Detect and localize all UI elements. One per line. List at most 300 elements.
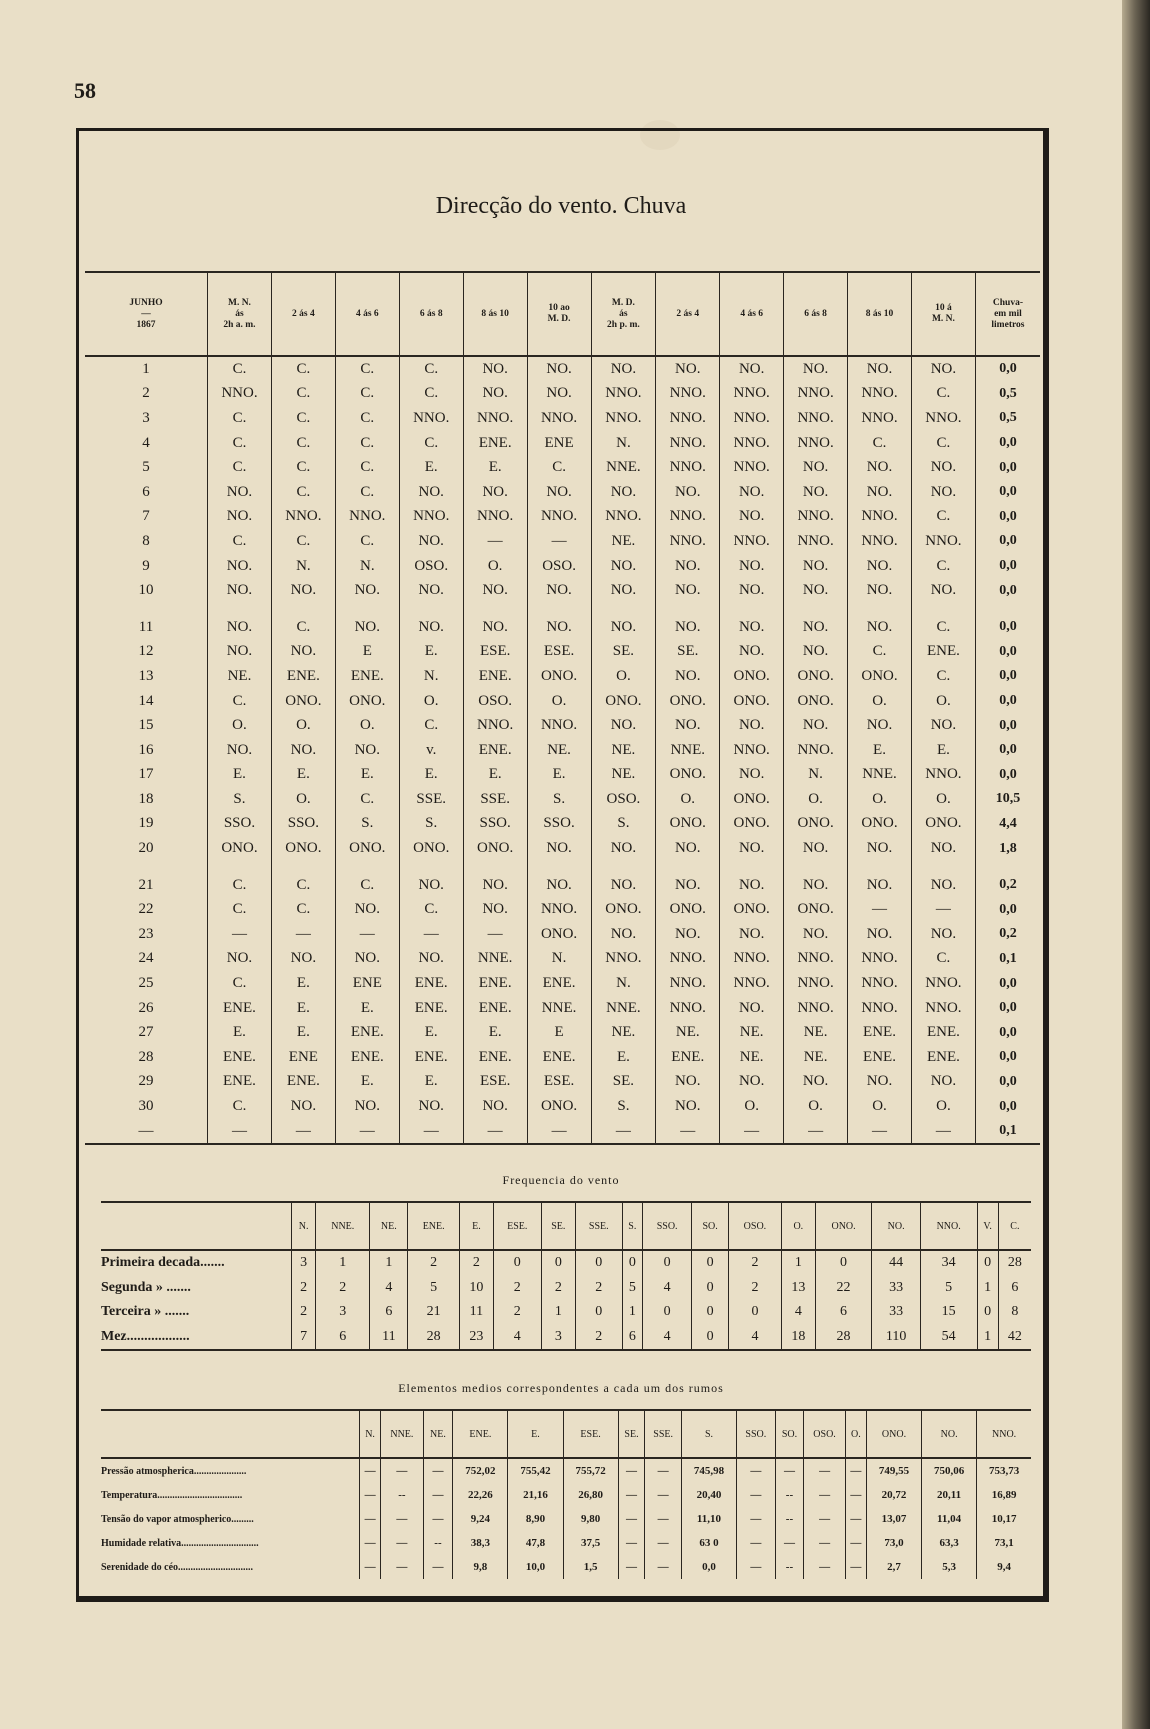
- wind-cell: NNO.: [656, 996, 720, 1021]
- wind-cell: ENE.: [335, 1020, 399, 1045]
- wind-cell: NO.: [720, 1070, 784, 1095]
- direction-header: SE.: [541, 1202, 575, 1250]
- wind-cell: —: [784, 1119, 848, 1145]
- day-cell: 16: [138, 741, 154, 758]
- wind-cell: ENE.: [911, 1020, 975, 1045]
- wind-cell: NO.: [463, 578, 527, 603]
- wind-cell: O.: [848, 689, 912, 714]
- wind-cell: NO.: [335, 603, 399, 640]
- wind-cell: ENE: [271, 1045, 335, 1070]
- means-cell: —: [381, 1531, 423, 1555]
- period-label: Terceira » .......: [101, 1304, 190, 1320]
- day-cell: 23: [138, 925, 154, 942]
- wind-cell: NO.: [399, 861, 463, 898]
- frequency-cell: 0: [541, 1250, 575, 1276]
- wind-cell: ONO.: [656, 763, 720, 788]
- means-cell: —: [360, 1555, 381, 1579]
- frequency-cell: 5: [408, 1276, 460, 1301]
- means-cell: 21,16: [508, 1483, 563, 1507]
- wind-cell: C.: [399, 713, 463, 738]
- means-row: [101, 1483, 1031, 1507]
- wind-cell: NO.: [656, 603, 720, 640]
- wind-cell: NO.: [656, 1070, 720, 1095]
- wind-cell: NNO.: [656, 947, 720, 972]
- wind-cell: C.: [911, 554, 975, 579]
- wind-cell: ENE.: [463, 738, 527, 763]
- means-cell: —: [423, 1555, 453, 1579]
- wind-cell: NO.: [784, 861, 848, 898]
- table-row: [85, 836, 1040, 861]
- wind-cell: NNO.: [399, 505, 463, 530]
- rain-cell: 0,0: [975, 897, 1040, 922]
- means-row: [101, 1555, 1031, 1579]
- table-row: [85, 1070, 1040, 1095]
- day-cell: 9: [142, 557, 150, 574]
- wind-cell: SE.: [591, 1070, 656, 1095]
- column-header-line: 2h a. m.: [223, 319, 256, 330]
- wind-cell: C.: [271, 431, 335, 456]
- wind-cell: ONO.: [720, 812, 784, 837]
- wind-cell: C.: [208, 356, 272, 382]
- wind-cell: C.: [335, 529, 399, 554]
- rain-cell: 0,0: [975, 713, 1040, 738]
- wind-cell: —: [591, 1119, 656, 1145]
- means-cell: —: [804, 1483, 845, 1507]
- frequency-cell: 4: [493, 1325, 541, 1351]
- wind-cell: —: [335, 922, 399, 947]
- wind-cell: —: [848, 897, 912, 922]
- direction-header: ENE.: [408, 1202, 460, 1250]
- wind-cell: NO.: [335, 897, 399, 922]
- wind-cell: NO.: [527, 480, 591, 505]
- table-row: [85, 787, 1040, 812]
- frequency-cell: 44: [872, 1250, 920, 1276]
- wind-cell: NNO.: [848, 996, 912, 1021]
- frequency-cell: 23: [460, 1325, 494, 1351]
- column-header: [208, 272, 272, 356]
- frequency-cell: 0: [692, 1325, 729, 1351]
- means-cell: 745,98: [681, 1458, 736, 1483]
- means-cell: 9,24: [453, 1507, 508, 1531]
- means-row: [101, 1458, 1031, 1483]
- means-cell: —: [423, 1507, 453, 1531]
- wind-cell: NNO.: [527, 505, 591, 530]
- means-cell: 755,72: [563, 1458, 618, 1483]
- wind-cell: NNO.: [591, 505, 656, 530]
- table-row: [85, 996, 1040, 1021]
- wind-cell: NO.: [720, 922, 784, 947]
- day-cell: 17: [138, 766, 154, 783]
- direction-header: O.: [781, 1202, 815, 1250]
- wind-cell: NO.: [208, 578, 272, 603]
- means-cell: —: [360, 1458, 381, 1483]
- wind-cell: NNO.: [720, 971, 784, 996]
- means-cell: 26,80: [563, 1483, 618, 1507]
- means-cell: —: [618, 1531, 645, 1555]
- table-row: [85, 455, 1040, 480]
- means-cell: —: [381, 1555, 423, 1579]
- wind-cell: NNO.: [848, 971, 912, 996]
- column-header: [784, 272, 848, 356]
- frequency-cell: 5: [920, 1276, 977, 1301]
- table-row: [85, 480, 1040, 505]
- wind-cell: —: [911, 1119, 975, 1145]
- wind-cell: ENE: [335, 971, 399, 996]
- wind-cell: E.: [271, 1020, 335, 1045]
- wind-cell: ESE.: [527, 640, 591, 665]
- frequency-cell: 7: [292, 1325, 316, 1351]
- means-cell: —: [737, 1458, 776, 1483]
- wind-cell: ENE.: [527, 971, 591, 996]
- wind-cell: SSO.: [208, 812, 272, 837]
- wind-cell: NO.: [656, 554, 720, 579]
- wind-cell: NO.: [720, 836, 784, 861]
- direction-header: NO.: [872, 1202, 920, 1250]
- frequency-cell: 11: [370, 1325, 408, 1351]
- wind-cell: NO.: [911, 713, 975, 738]
- wind-cell: NNO.: [784, 431, 848, 456]
- table-row: [85, 1094, 1040, 1119]
- direction-header: O.: [845, 1410, 866, 1458]
- wind-cell: NNO.: [784, 738, 848, 763]
- frequency-cell: 2: [575, 1325, 622, 1351]
- wind-cell: NO.: [208, 480, 272, 505]
- wind-cell: C.: [399, 897, 463, 922]
- day-cell: 26: [138, 999, 154, 1016]
- means-cell: —: [804, 1555, 845, 1579]
- wind-cell: NO.: [911, 455, 975, 480]
- day-cell: 21: [138, 876, 154, 893]
- wind-cell: NO.: [848, 713, 912, 738]
- wind-cell: NO.: [208, 554, 272, 579]
- rain-cell: 0,2: [975, 922, 1040, 947]
- means-cell: —: [845, 1555, 866, 1579]
- means-cell: —: [360, 1483, 381, 1507]
- column-header: [656, 272, 720, 356]
- wind-cell: NNO.: [784, 996, 848, 1021]
- wind-cell: ONO.: [720, 787, 784, 812]
- wind-cell: SE.: [591, 640, 656, 665]
- month-dash: —: [141, 308, 151, 319]
- frequency-cell: 13: [781, 1276, 815, 1301]
- direction-header: S.: [681, 1410, 736, 1458]
- frequency-cell: 4: [728, 1325, 781, 1351]
- frequency-cell: 2: [575, 1276, 622, 1301]
- direction-header: NNE.: [316, 1202, 370, 1250]
- wind-cell: NNE.: [848, 763, 912, 788]
- frequency-cell: 33: [872, 1300, 920, 1325]
- wind-cell: —: [527, 529, 591, 554]
- wind-cell: NO.: [720, 554, 784, 579]
- wind-cell: O.: [271, 787, 335, 812]
- wind-cell: C.: [848, 431, 912, 456]
- wind-cell: ONO.: [527, 1094, 591, 1119]
- wind-cell: C.: [208, 431, 272, 456]
- column-header-line: Chuva-: [992, 297, 1023, 308]
- frequency-cell: 15: [920, 1300, 977, 1325]
- wind-cell: NO.: [208, 738, 272, 763]
- means-cell: 752,02: [453, 1458, 508, 1483]
- wind-cell: S.: [208, 787, 272, 812]
- frequency-cell: 0: [575, 1300, 622, 1325]
- table-row: [85, 763, 1040, 788]
- day-cell: 22: [138, 901, 154, 918]
- frequency-corner-cell: [101, 1202, 292, 1250]
- wind-cell: ONO.: [720, 664, 784, 689]
- means-cell: 753,73: [977, 1458, 1031, 1483]
- means-cell: --: [775, 1483, 804, 1507]
- wind-cell: ENE.: [271, 1070, 335, 1095]
- wind-cell: E.: [911, 738, 975, 763]
- table-row: [85, 431, 1040, 456]
- frequency-cell: 2: [316, 1276, 370, 1301]
- wind-cell: ONO.: [720, 689, 784, 714]
- wind-cell: NO.: [463, 356, 527, 382]
- wind-cell: NO.: [656, 480, 720, 505]
- column-header-line: ás: [235, 308, 244, 319]
- wind-cell: N.: [784, 763, 848, 788]
- day-cell: 19: [138, 815, 154, 832]
- wind-cell: E.: [463, 1020, 527, 1045]
- column-header-line: 6 ás 8: [419, 308, 443, 319]
- wind-cell: NO.: [720, 505, 784, 530]
- month-label: JUNHO: [129, 297, 163, 308]
- means-cell: --: [381, 1483, 423, 1507]
- means-cell: 20,40: [681, 1483, 736, 1507]
- frequency-cell: 1: [316, 1250, 370, 1276]
- day-cell: 29: [138, 1073, 154, 1090]
- table-row: [85, 505, 1040, 530]
- wind-cell: NNO.: [591, 406, 656, 431]
- frequency-cell: 3: [316, 1300, 370, 1325]
- means-cell: 5,3: [922, 1555, 977, 1579]
- wind-cell: C.: [527, 455, 591, 480]
- wind-cell: C.: [335, 480, 399, 505]
- frequency-cell: 0: [728, 1300, 781, 1325]
- frequency-cell: 6: [370, 1300, 408, 1325]
- wind-cell: C.: [208, 406, 272, 431]
- table-row: [85, 861, 1040, 898]
- wind-cell: E.: [399, 1020, 463, 1045]
- direction-header: NNO.: [920, 1202, 977, 1250]
- means-cell: —: [804, 1531, 845, 1555]
- direction-header: ESE.: [493, 1202, 541, 1250]
- frequency-cell: 5: [622, 1276, 642, 1301]
- wind-cell: ONO.: [591, 897, 656, 922]
- wind-cell: NNO.: [335, 505, 399, 530]
- wind-cell: NNO.: [463, 406, 527, 431]
- frequency-cell: 0: [692, 1276, 729, 1301]
- wind-cell: NNO.: [463, 505, 527, 530]
- wind-cell: NNO.: [911, 529, 975, 554]
- means-cell: —: [845, 1531, 866, 1555]
- day-cell: 13: [138, 667, 154, 684]
- wind-cell: NO.: [656, 922, 720, 947]
- period-label: Segunda » .......: [101, 1279, 191, 1295]
- frequency-cell: 4: [781, 1300, 815, 1325]
- wind-cell: NO.: [527, 603, 591, 640]
- wind-cell: NO.: [911, 861, 975, 898]
- wind-cell: NNO.: [848, 382, 912, 407]
- table-row: [85, 947, 1040, 972]
- wind-cell: NO.: [848, 836, 912, 861]
- wind-cell: NO.: [335, 1094, 399, 1119]
- day-cell: 30: [138, 1098, 154, 1115]
- means-cell: —: [737, 1555, 776, 1579]
- wind-cell: NNE.: [527, 996, 591, 1021]
- wind-cell: NO.: [591, 554, 656, 579]
- wind-cell: C.: [271, 356, 335, 382]
- wind-cell: O.: [784, 1094, 848, 1119]
- means-cell: —: [645, 1531, 682, 1555]
- wind-cell: NO.: [591, 836, 656, 861]
- wind-cell: ENE.: [399, 971, 463, 996]
- wind-cell: —: [463, 1119, 527, 1145]
- wind-cell: ONO.: [271, 836, 335, 861]
- wind-cell: E.: [271, 763, 335, 788]
- wind-cell: NO.: [720, 713, 784, 738]
- rain-cell: 0,2: [975, 861, 1040, 898]
- column-header-line: 4 ás 6: [355, 308, 379, 319]
- frequency-cell: 33: [872, 1276, 920, 1301]
- wind-cell: NO.: [911, 480, 975, 505]
- wind-cell: NO.: [911, 836, 975, 861]
- frequency-cell: 0: [493, 1250, 541, 1276]
- means-cell: —: [845, 1507, 866, 1531]
- wind-cell: NO.: [399, 947, 463, 972]
- direction-header: ONO.: [815, 1202, 872, 1250]
- means-cell: —: [737, 1483, 776, 1507]
- frequency-cell: 2: [292, 1300, 316, 1325]
- day-cell: 25: [138, 975, 154, 992]
- direction-header: ENE.: [453, 1410, 508, 1458]
- means-cell: —: [845, 1483, 866, 1507]
- wind-cell: NNO.: [656, 971, 720, 996]
- wind-cell: O.: [271, 713, 335, 738]
- frequency-cell: 4: [643, 1276, 692, 1301]
- rain-cell: 0,0: [975, 554, 1040, 579]
- day-cell: 10: [138, 582, 154, 599]
- table-row: [85, 1119, 1040, 1145]
- wind-cell: ENE.: [911, 640, 975, 665]
- day-cell: 6: [142, 483, 150, 500]
- page-number: 58: [74, 78, 96, 103]
- means-cell: —: [645, 1483, 682, 1507]
- wind-cell: NO.: [208, 947, 272, 972]
- table-row: [85, 406, 1040, 431]
- frequency-cell: 4: [643, 1325, 692, 1351]
- wind-cell: NNO.: [656, 431, 720, 456]
- wind-cell: NO.: [399, 480, 463, 505]
- wind-cell: E.: [335, 1070, 399, 1095]
- wind-cell: SSE.: [399, 787, 463, 812]
- wind-cell: NO.: [784, 455, 848, 480]
- means-title: Elementos medios correspondentes a cada um dos rumos: [398, 1381, 724, 1395]
- means-cell: 755,42: [508, 1458, 563, 1483]
- wind-cell: E.: [463, 763, 527, 788]
- column-header: [271, 272, 335, 356]
- column-header-line: ás: [619, 308, 628, 319]
- means-row: [101, 1531, 1031, 1555]
- wind-cell: NO.: [784, 922, 848, 947]
- day-cell: 4: [142, 434, 150, 451]
- means-cell: 0,0: [681, 1555, 736, 1579]
- column-header-line: 8 ás 10: [481, 308, 509, 319]
- rain-cell: 0,0: [975, 505, 1040, 530]
- wind-cell: NO.: [527, 861, 591, 898]
- frequency-cell: 0: [692, 1250, 729, 1276]
- means-cell: 2,7: [866, 1555, 921, 1579]
- frequency-cell: 6: [815, 1300, 872, 1325]
- wind-cell: —: [271, 1119, 335, 1145]
- column-header-line: em mil: [994, 308, 1022, 319]
- day-cell: 15: [138, 717, 154, 734]
- wind-cell: NO.: [527, 382, 591, 407]
- rain-cell: 0,0: [975, 996, 1040, 1021]
- wind-cell: NO.: [399, 603, 463, 640]
- day-cell: 1: [142, 360, 150, 377]
- frequency-cell: 3: [292, 1250, 316, 1276]
- wind-cell: NNO.: [720, 406, 784, 431]
- wind-cell: ONO.: [656, 689, 720, 714]
- wind-cell: C.: [911, 505, 975, 530]
- table-row: [85, 382, 1040, 407]
- wind-cell: NNE.: [463, 947, 527, 972]
- column-header-line: 2h p. m.: [607, 319, 640, 330]
- wind-cell: —: [208, 1119, 272, 1145]
- wind-cell: —: [399, 1119, 463, 1145]
- frequency-body: [101, 1250, 1031, 1350]
- wind-cell: NO.: [784, 603, 848, 640]
- means-cell: —: [645, 1458, 682, 1483]
- wind-cell: NO.: [784, 640, 848, 665]
- wind-cell: NNO.: [911, 406, 975, 431]
- frequency-cell: 28: [408, 1325, 460, 1351]
- wind-cell: NO.: [656, 713, 720, 738]
- wind-cell: NO.: [911, 356, 975, 382]
- frequency-cell: 2: [728, 1250, 781, 1276]
- wind-cell: ESE.: [463, 1070, 527, 1095]
- rain-cell: 0,0: [975, 480, 1040, 505]
- wind-cell: NE.: [527, 738, 591, 763]
- wind-cell: ONO.: [271, 689, 335, 714]
- frequency-cell: 3: [541, 1325, 575, 1351]
- wind-cell: NO.: [463, 382, 527, 407]
- table-row: [85, 971, 1040, 996]
- wind-cell: ENE.: [463, 971, 527, 996]
- means-cell: 10,0: [508, 1555, 563, 1579]
- wind-cell: NO.: [399, 1094, 463, 1119]
- wind-cell: ENE.: [463, 1045, 527, 1070]
- wind-cell: NNO.: [720, 431, 784, 456]
- frequency-cell: 0: [622, 1250, 642, 1276]
- wind-cell: SSO.: [463, 812, 527, 837]
- period-label: Mez..................: [101, 1325, 292, 1351]
- column-header: [399, 272, 463, 356]
- wind-cell: NO.: [848, 480, 912, 505]
- wind-cell: NNO.: [720, 738, 784, 763]
- wind-cell: SSO.: [527, 812, 591, 837]
- wind-cell: ENE.: [208, 1070, 272, 1095]
- column-header: [975, 272, 1040, 356]
- direction-header: SSO.: [737, 1410, 776, 1458]
- means-cell: 37,5: [563, 1531, 618, 1555]
- wind-cell: NNO.: [656, 382, 720, 407]
- wind-cell: NO.: [591, 480, 656, 505]
- wind-cell: ONO.: [784, 812, 848, 837]
- table-row: [85, 713, 1040, 738]
- wind-cell: ONO.: [399, 836, 463, 861]
